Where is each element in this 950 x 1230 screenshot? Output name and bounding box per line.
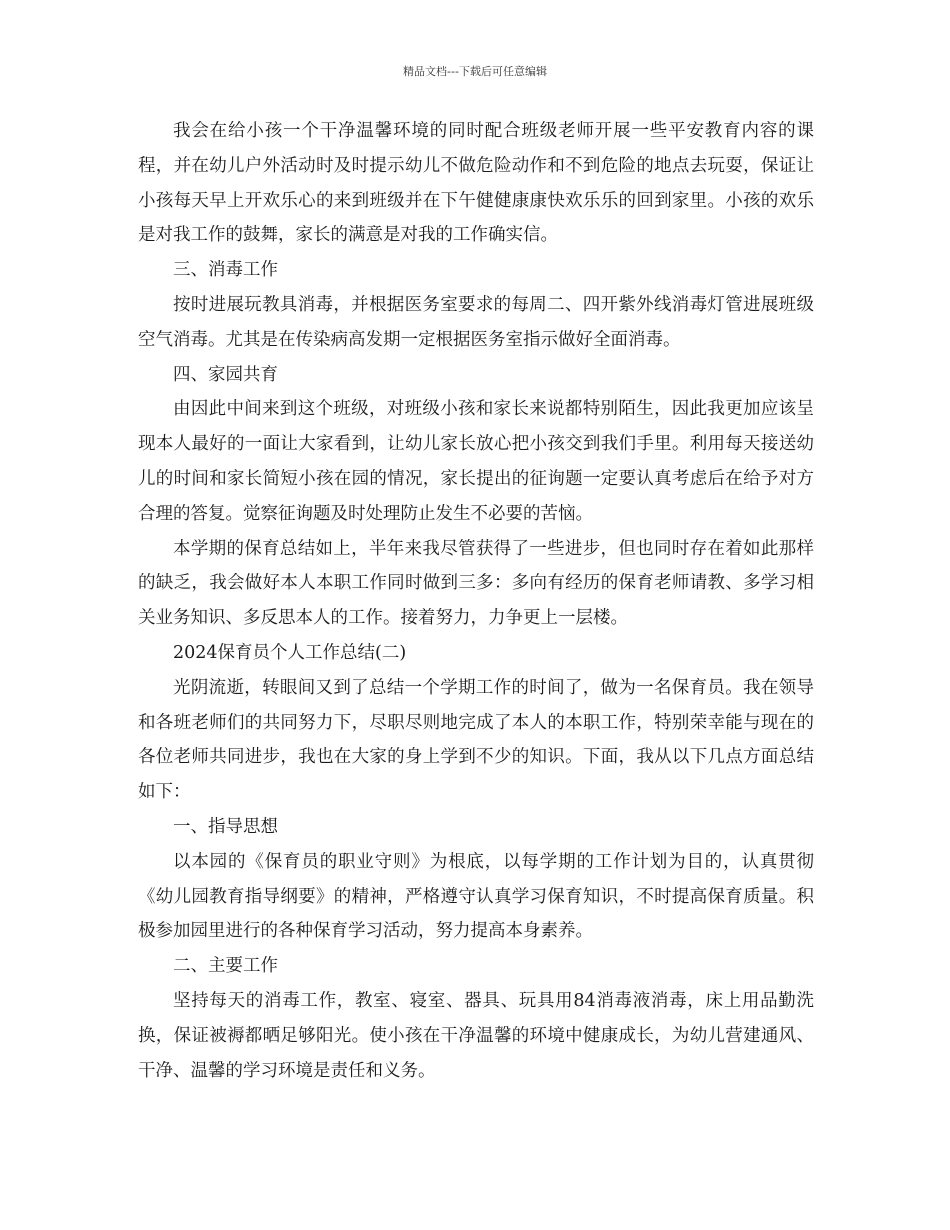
heading-summary-two: 2024保育员个人工作总结(二) [173,642,407,663]
paragraph-guiding-ideology: 以本园的《保育员的职业守则》为根底，以每学期的工作计划为目的，认真贯彻《幼儿园教育指导纲要》的精神，严格遵守认真学习保育知识，不时提高保育质量。积极参加园里进行的各种保育学习活动，努力提高本身素养。 [138,851,814,942]
document-body [138,114,814,1088]
page-header: 精品文档---下载后可任意编辑 [403,65,547,78]
paragraph-main-work: 坚持每天的消毒工作，教室、寝室、器具、玩具用84消毒液消毒，床上用品勤洗换，保证被褥都晒足够阳光。使小孩在干净温馨的环境中健康成长，为幼儿营建通风、干净、温馨的学习环境是责任和义务。 [138,990,814,1081]
paragraph-safety-education: 我会在给小孩一个干净温馨环境的同时配合班级老师开展一些平安教育内容的课程，并在幼儿户外活动时及时提示幼儿不做危险动作和不到危险的地点去玩耍，保证让小孩每天早上开欢乐心的来到班级并在下午健健康康快欢乐乐的回到家里。小孩的欢乐是对我工作的鼓舞，家长的满意是对我的工作确实信。 [138,121,814,246]
heading-guiding-ideology: 一、指导思想 [173,816,278,837]
paragraph-disinfection: 按时进展玩教具消毒，并根据医务室要求的每周二、四开紫外线消毒灯管进展班级空气消毒。尤其是在传染病高发期一定根据医务室指示做好全面消毒。 [138,294,814,350]
heading-main-work: 二、主要工作 [173,956,278,977]
paragraph-semester-summary: 本学期的保育总结如上，半年来我尽管获得了一些进步，但也同时存在着如此那样的缺乏，我会做好本人本职工作同时做到三多：多向有经历的保育老师请教、多学习相关业务知识、多反思本人的工作。接着努力，力争更上一层楼。 [138,538,814,629]
heading-disinfection: 三、消毒工作 [173,260,278,281]
paragraph-home-school: 由因此中间来到这个班级，对班级小孩和家长来说都特别陌生，因此我更加应该呈现本人最好的一面让大家看到，让幼儿家长放心把小孩交到我们手里。利用每天接送幼儿的时间和家长简短小孩在园的情况，家长提出的征询题一定要认真考虑后在给予对方合理的答复。觉察征询题及时处理防止发生不必要的苦恼。 [138,399,814,524]
paragraph-intro: 光阴流逝，转眼间又到了总结一个学期工作的时间了，做为一名保育员。我在领导和各班老师们的共同努力下，尽职尽则地完成了本人的本职工作，特别荣幸能与现在的各位老师共同进步，我也在大家的身上学到不少的知识。下面，我从以下几点方面总结如下： [138,677,814,803]
heading-home-school: 四、家园共育 [173,364,278,385]
